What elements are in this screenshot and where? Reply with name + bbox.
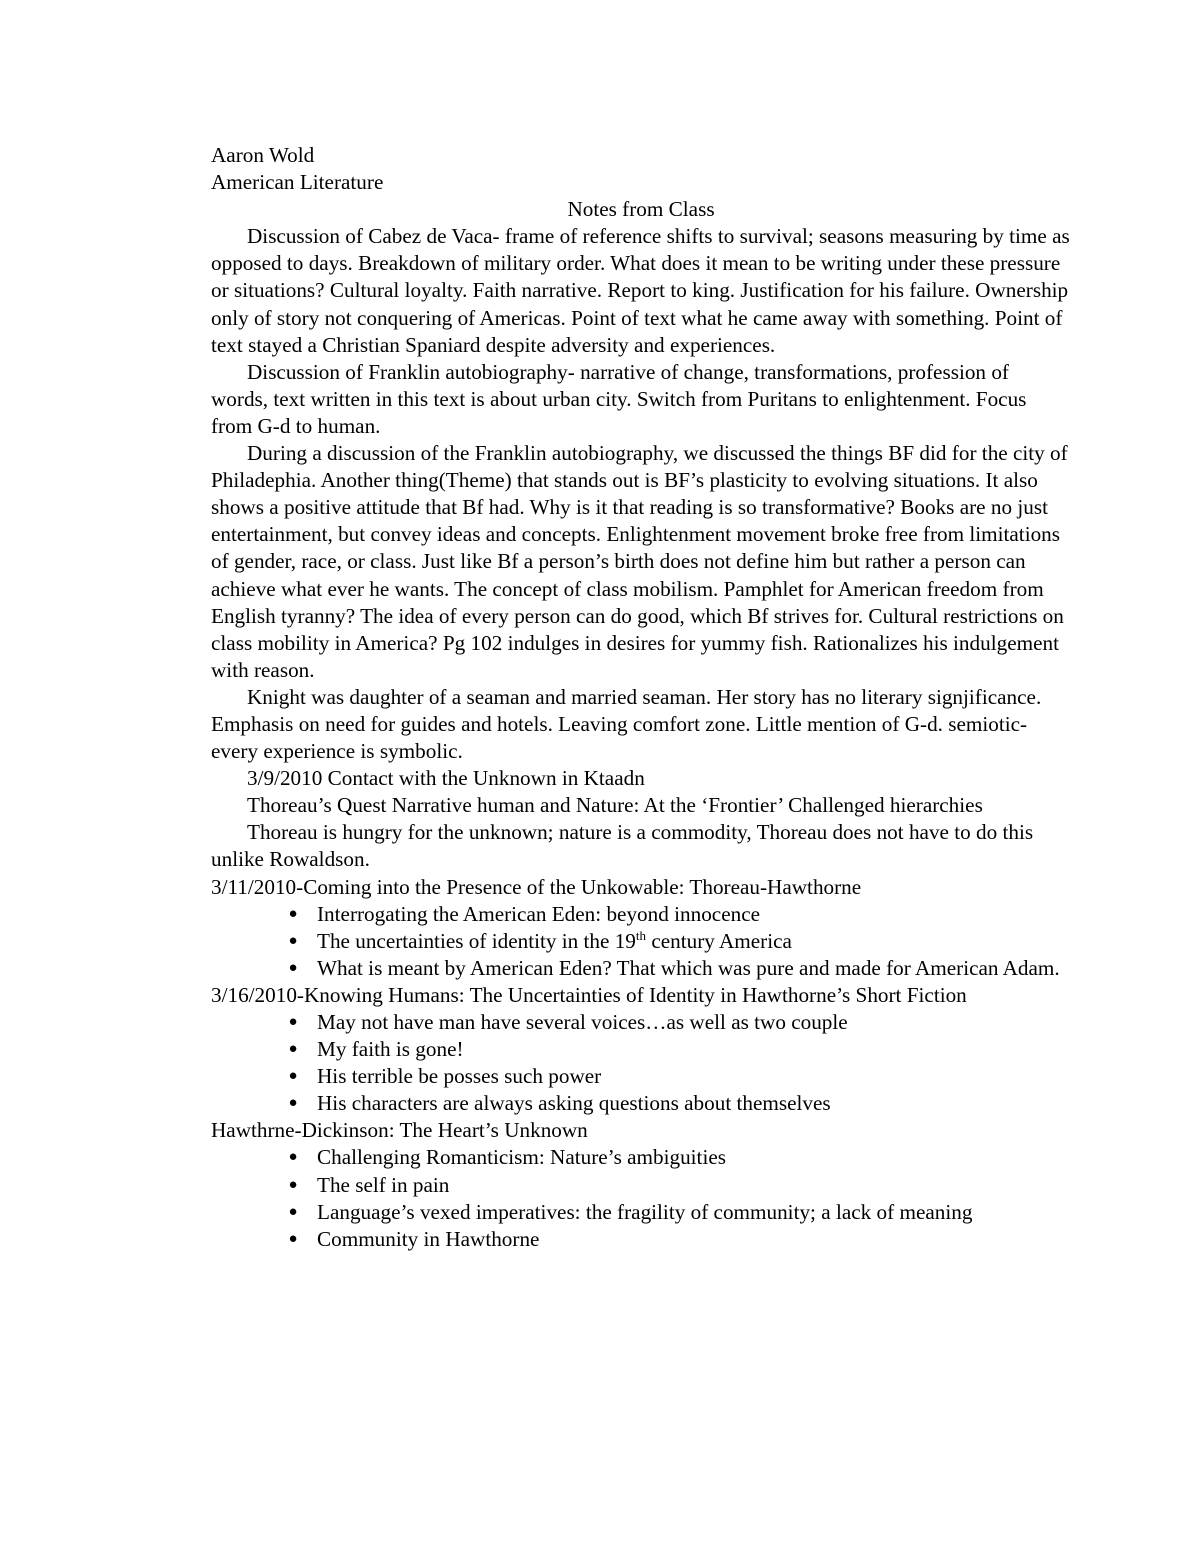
document-body xyxy=(211,142,1071,1253)
bullet-list-eden xyxy=(211,901,1071,982)
paragraph-franklin-1: Discussion of Franklin autobiography- narrative of change, transformations, profession of words, text written in this text is about urban city. Switch from Puritans to enlightenment. Focus from G-d to human. xyxy=(211,359,1027,438)
bullet-icon: ● xyxy=(288,905,298,922)
list-item-text: Challenging Romanticism: Nature’s ambiguities xyxy=(317,1145,726,1170)
bullet-icon: ● xyxy=(288,1095,298,1112)
heading-heart-unknown: Hawthrne-Dickinson: The Heart’s Unknown xyxy=(211,1118,588,1143)
paragraph-knight: Knight was daughter of a seaman and married seaman. Her story has no literary signjificance. Emphasis on need for guides and hotels. Leaving comfort zone. Little mention of G-d. semiotic-every experience is symbolic. xyxy=(211,684,1042,764)
list-item xyxy=(211,1063,1071,1090)
list-item xyxy=(211,1226,1071,1253)
list-item xyxy=(211,1036,1071,1063)
date-heading-knowing-humans: 3/16/2010-Knowing Humans: The Uncertainties of Identity in Hawthorne’s Short Fiction xyxy=(211,982,967,1007)
list-item-text: Language’s vexed imperatives: the fragility of community; a lack of meaning xyxy=(317,1199,973,1224)
document-title: Notes from Class xyxy=(567,197,715,222)
bullet-icon: ● xyxy=(288,1149,298,1166)
list-item-text: Interrogating the American Eden: beyond innocence xyxy=(317,901,761,926)
course-name: American Literature xyxy=(211,170,384,195)
list-item xyxy=(211,1172,1071,1199)
bullet-icon: ● xyxy=(288,959,298,976)
list-item xyxy=(211,928,1071,955)
list-item-text: May not have man have several voices…as well as two couple xyxy=(317,1010,848,1034)
bullet-icon: ● xyxy=(288,1203,298,1220)
list-item xyxy=(211,955,1071,982)
list-item-text: Community in Hawthorne xyxy=(317,1226,540,1251)
bullet-icon: ● xyxy=(288,1230,298,1247)
bullet-icon: ● xyxy=(288,1041,298,1058)
author-name: Aaron Wold xyxy=(211,143,315,167)
paragraph-thoreau-quest: Thoreau’s Quest Narrative human and Nature: At the ‘Frontier’ Challenged hierarchies xyxy=(247,793,983,818)
list-item xyxy=(211,1144,1071,1171)
date-heading-ktaadn: 3/9/2010 Contact with the Unknown in Ktaadn xyxy=(247,766,645,791)
list-item-text-continued: century America xyxy=(646,928,792,953)
list-item-text: His terrible be posses such power xyxy=(317,1064,602,1089)
list-item-text: What is meant by American Eden? That which was pure and made for American Adam. xyxy=(317,955,1060,980)
list-item xyxy=(211,1199,1071,1226)
list-item-text: The uncertainties of identity in the 19 xyxy=(317,928,636,953)
paragraph-thoreau-hungry: Thoreau is hungry for the unknown; nature is a commodity, Thoreau does not have to do this unlike Rowaldson. xyxy=(211,820,1034,872)
bullet-list-dickinson xyxy=(211,1144,1071,1252)
bullet-icon: ● xyxy=(288,932,298,949)
bullet-icon: ● xyxy=(288,1176,298,1193)
list-item-text: His characters are always asking questions about themselves xyxy=(317,1091,831,1116)
date-heading-unkowable: 3/11/2010-Coming into the Presence of the Unkowable: Thoreau-Hawthorne xyxy=(211,874,862,899)
bullet-list-hawthorne xyxy=(211,1009,1071,1117)
list-item xyxy=(211,1090,1071,1117)
list-item xyxy=(211,1009,1071,1036)
bullet-icon: ● xyxy=(288,1068,298,1085)
list-item xyxy=(211,901,1071,928)
paragraph-cabeza-de-vaca: Discussion of Cabez de Vaca- frame of reference shifts to survival; seasons measuring by time as opposed to days. Breakdown of military order. What does it mean to be writing under these pressure or situations? Cultural loyalty. Faith narrative. Report to king. Justification for his failure. Ownership only of story not conquering of Americas. Point of text what he came away with something. Point of text stayed a Christian Spaniard despite adversity and experiences. xyxy=(211,224,1070,357)
bullet-icon: ● xyxy=(288,1014,298,1030)
superscript-th: th xyxy=(635,927,647,943)
list-item-text: My faith is gone! xyxy=(317,1037,464,1062)
list-item-text: The self in pain xyxy=(317,1172,450,1197)
paragraph-franklin-2: During a discussion of the Franklin autobiography, we discussed the things BF did for the city of Philadephia. Another thing(Theme) that stands out is BF’s plasticity to evolving situations. It also shows a positive attitude that Bf had. Why is it that reading is so transformative? Books are no just entertainment, but convey ideas and concepts. Enlightenment movement broke free from limitations of gender, race, or class. Just like Bf a person’s birth does not define him but rather a person can achieve what ever he wants. The concept of class mobilism. Pamphlet for American freedom from English tyranny? The idea of every person can do good, which Bf strives for. Cultural restrictions on class mobility in America? Pg 102 indulges in desires for yummy fish. Rationalizes his indulgement with reason. xyxy=(211,441,1068,682)
